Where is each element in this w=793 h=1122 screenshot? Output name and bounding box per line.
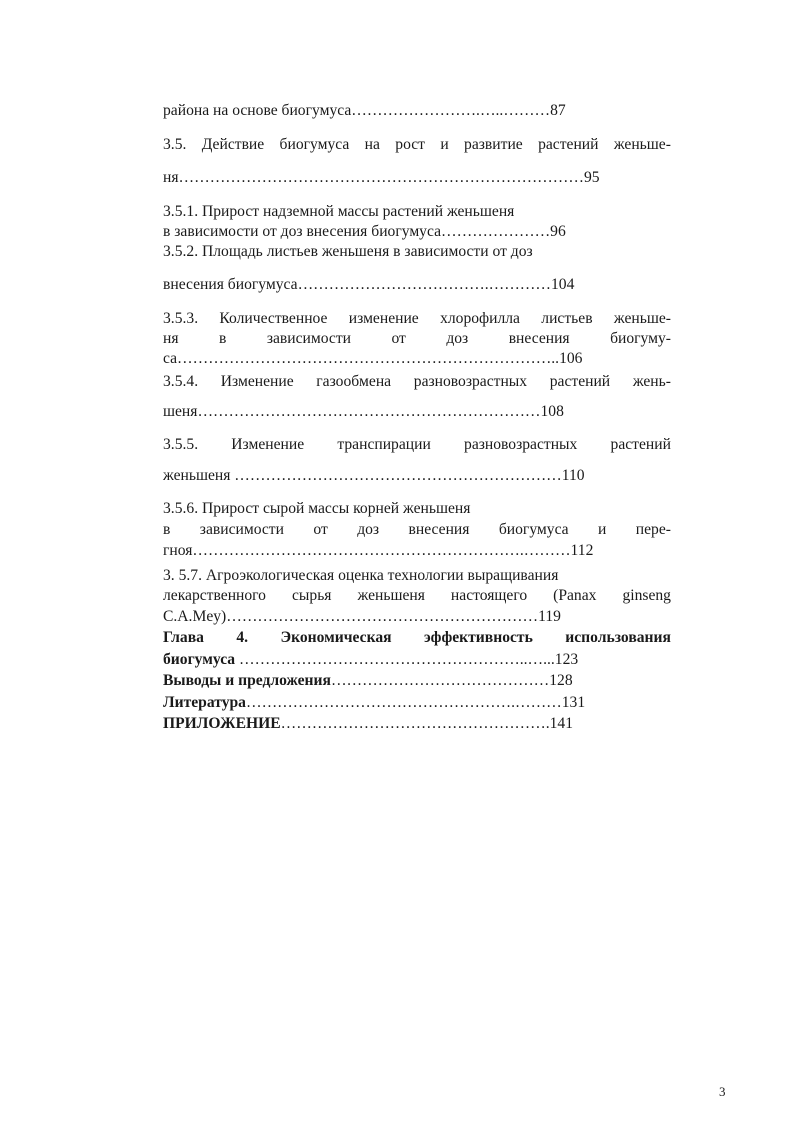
toc-line-19: лекарственного сырья женьшеня настоящего (Panax ginseng [163,587,671,604]
toc-line-18: 3. 5.7. Агроэкологическая оценка технологии выращивания [163,567,559,584]
toc-line-6: 3.5.2. Площадь листьев женьшеня в зависимости от доз [163,243,533,260]
toc-line-13: 3.5.5. Изменение транспирации разновозрастных растений [163,436,671,453]
toc-line-7: внесения биогумуса……………………………….…………104 [163,276,575,293]
toc-line-22: биогумуса ………………………………………………..…...123 [163,651,579,668]
toc-line-25: ПРИЛОЖЕНИЕ…………………………………………….141 [163,715,574,732]
toc-line-8: 3.5.3. Количественное изменение хлорофилла листьев женьше- [163,310,671,327]
toc-line-21: Глава 4. Экономическая эффективность использования [163,629,671,646]
toc-line-14: женьшеня ………………………………………………………110 [163,467,585,484]
toc-line-12: шеня…………………………………………………………108 [163,403,564,420]
toc-line-23: Выводы и предложения……………………………………128 [163,672,573,689]
toc-line-3: ня……………………………………………………………………95 [163,169,600,186]
toc-line-2: 3.5. Действие биогумуса на рост и развитие растений женьше- [163,136,671,153]
toc-line-1: района на основе биогумуса…………………….…..………87 [163,102,566,119]
toc-line-16: в зависимости от доз внесения биогумуса и пере- [163,521,671,538]
toc-line-4: 3.5.1. Прирост надземной массы растений женьшеня [163,203,515,220]
toc-line-5: в зависимости от доз внесения биогумуса…………………96 [163,223,566,240]
page-number: 3 [719,1084,726,1099]
toc-line-11: 3.5.4. Изменение газообмена разновозрастных растений жень- [163,373,671,390]
toc-line-17: гноя……………………………………………………….………112 [163,542,594,559]
toc-line-9: ня в зависимости от доз внесения биогуму- [163,330,671,347]
toc-line-24: Литература…………………………………………….………131 [163,694,586,711]
toc-line-10: са………………………………………………………………..106 [163,350,583,367]
toc-line-20: С.А.Mey)……………………………………………………119 [163,608,561,625]
toc-line-15: 3.5.6. Прирост сырой массы корней женьшеня [163,500,471,517]
